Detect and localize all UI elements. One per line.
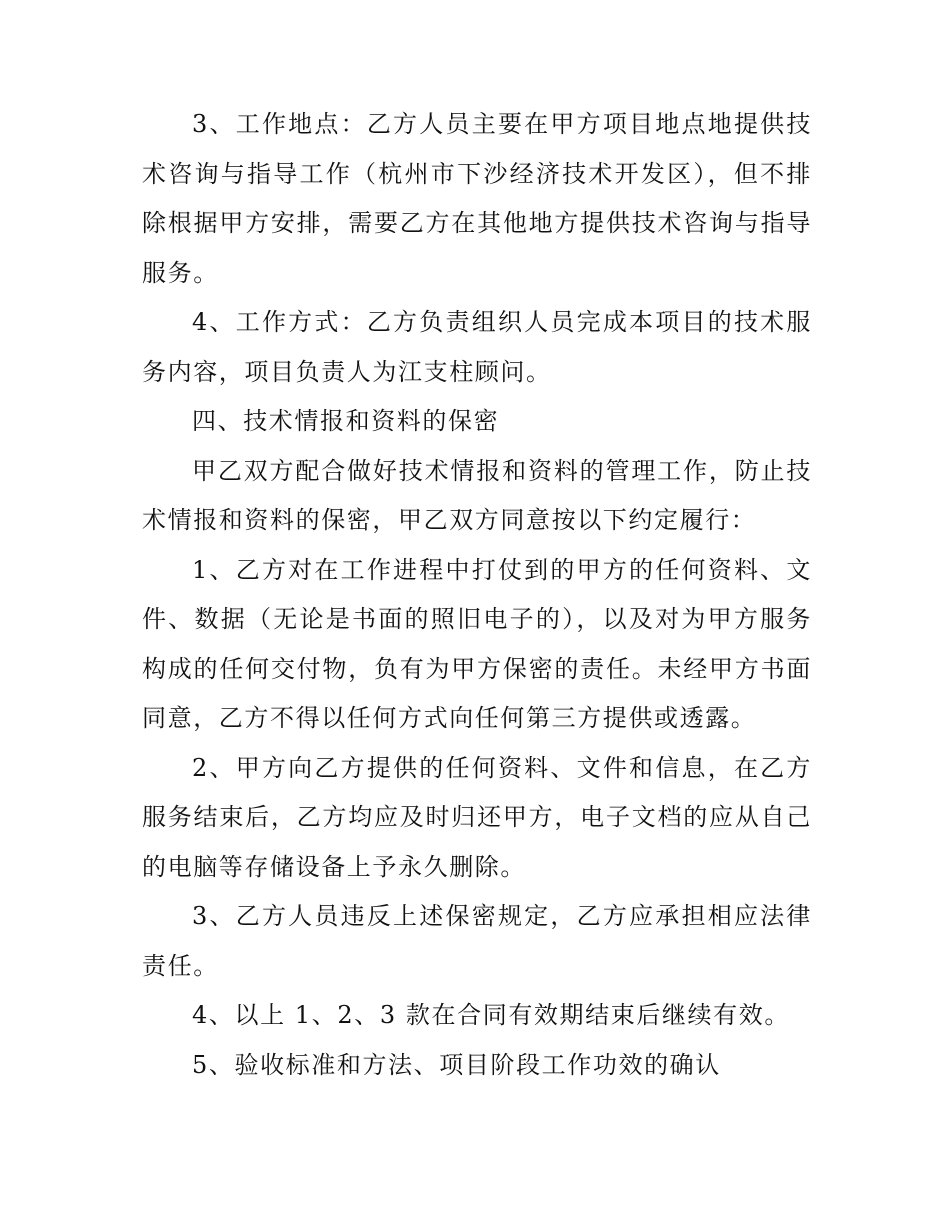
paragraph-clause-1: 1、乙方对在工作进程中打仗到的甲方的任何资料、文件、数据（无论是书面的照旧电子的），以及对为甲方服务构成的任何交付物，负有为甲方保密的责任。未经甲方书面同意，乙方不得以任何方式向任何第三方提供或透露。: [142, 555, 812, 732]
paragraph-clause-2: 2、甲方向乙方提供的任何资料、文件和信息，在乙方服务结束后，乙方均应及时归还甲方，电子文档的应从自己的电脑等存储设备上予永久删除。: [142, 753, 812, 881]
section-heading-confidentiality: 四、技术情报和资料的保密: [192, 407, 500, 435]
paragraph-confidentiality-intro: 甲乙双方配合做好技术情报和资料的管理工作，防止技术情报和资料的保密，甲乙双方同意按以下约定履行：: [142, 456, 812, 534]
paragraph-work-location: 3、工作地点：乙方人员主要在甲方项目地点地提供技术咨询与指导工作（杭州市下沙经济技术开发区），但不排除根据甲方安排，需要乙方在其他地方提供技术咨询与指导服务。: [142, 110, 812, 287]
paragraph-clause-4: 4、以上 1、2、3 款在合同有效期结束后继续有效。: [192, 1001, 790, 1029]
paragraph-work-method: 4、工作方式：乙方负责组织人员完成本项目的技术服务内容，项目负责人为江支柱顾问。: [142, 308, 812, 386]
paragraph-clause-5: 5、验收标准和方法、项目阶段工作功效的确认: [192, 1050, 721, 1079]
document-body: [142, 100, 812, 1090]
paragraph-clause-3: 3、乙方人员违反上述保密规定，乙方应承担相应法律责任。: [142, 902, 812, 980]
